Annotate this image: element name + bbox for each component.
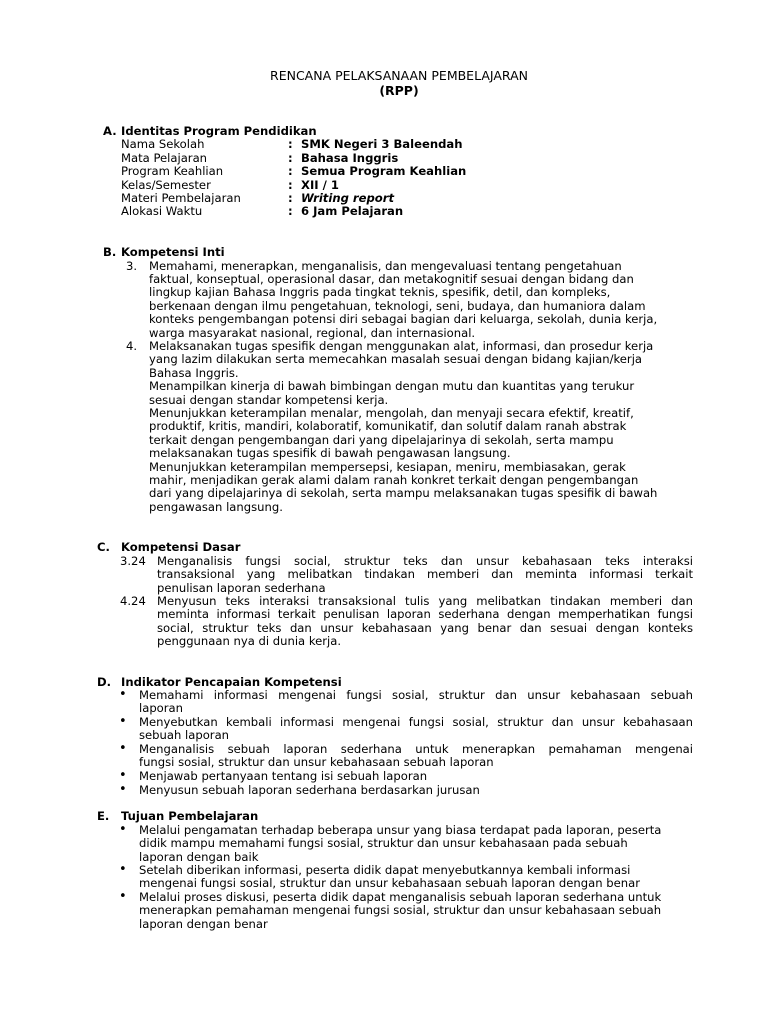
text-line: Menganalisis sebuah laporan sederhana untuk menerapkan pemahaman mengenai: [139, 743, 693, 756]
identity-label: Materi Pembelajaran: [121, 191, 241, 205]
core-competency-text: [149, 340, 689, 514]
bullet-icon: •: [119, 714, 127, 729]
text-line: social, struktur teks dan unsur kebahasaan yang benar dan sesuai dengan konteks: [157, 621, 693, 635]
text-line: Melalui pengamatan terhadap beberapa unsur yang biasa terdapat pada laporan, peserta: [139, 823, 662, 837]
section-a-letter: A.: [103, 124, 117, 138]
text-line: laporan dengan benar: [139, 916, 268, 931]
indicator-item: [139, 716, 693, 743]
indicator-item: [139, 784, 693, 797]
bullet-icon: •: [119, 687, 127, 702]
objective-item: [139, 891, 693, 931]
text-line: didik mampu memahami fungsi sosial, struktur dan unsur kebahasaan pada sebuah: [139, 836, 628, 851]
identity-colon: :: [288, 177, 293, 192]
core-competency-number: 3.: [126, 258, 138, 273]
bullet-icon: •: [119, 768, 127, 783]
text-line: yang lazim dilakukan serta memecahkan masalah sesuai dengan bidang kajian/kerja: [149, 352, 643, 367]
identity-value: Semua Program Keahlian: [301, 164, 467, 179]
text-line: terkait dengan pengembangan dari yang dipelajarinya di sekolah, serta mampu: [149, 432, 614, 447]
identity-value: Bahasa Inggris: [301, 150, 399, 165]
text-line: laporan: [139, 701, 183, 716]
bullet-icon: •: [119, 822, 127, 837]
text-line: Menyusun sebuah laporan sederhana berdasarkan jurusan: [139, 783, 480, 797]
identity-label: Kelas/Semester: [121, 177, 211, 192]
text-line: mahir, menjadikan gerak alami dalam ranah konkret terkait dengan pengembangan: [149, 473, 639, 488]
text-line: sesuai dengan standar kompetensi kerja.: [149, 392, 389, 407]
document-subtitle: (RPP): [379, 83, 419, 98]
basic-competency-number: 3.24: [120, 554, 146, 568]
bullet-icon: •: [119, 782, 127, 797]
text-line: Memahami, menerapkan, menganalisis, dan mengevaluasi tentang pengetahuan: [149, 258, 622, 273]
text-line: melaksanakan tugas spesifik di bawah pengawasan langsung.: [149, 446, 511, 461]
text-line: Melaksanakan tugas spesifik dengan menggunakan alat, informasi, dan prosedur kerja: [149, 339, 654, 353]
section-c-letter: C.: [97, 540, 110, 554]
identity-colon: :: [288, 137, 293, 152]
identity-value: SMK Negeri 3 Baleendah: [301, 137, 463, 152]
text-line: penulisan laporan sederhana: [157, 580, 326, 595]
section-d-heading: Indikator Pencapaian Kompetensi: [121, 675, 342, 689]
objective-item: [139, 824, 693, 864]
basic-competency-number: 4.24: [120, 594, 146, 608]
section-c-heading: Kompetensi Dasar: [121, 540, 241, 554]
bullet-icon: •: [119, 741, 127, 756]
text-line: Menganalisis fungsi social, struktur teks dan unsur kebahasaan teks interaksi: [157, 555, 693, 568]
basic-competency-text: [157, 555, 693, 595]
text-line: Memahami informasi mengenai fungsi sosial, struktur dan unsur kebahasaan sebuah: [139, 689, 693, 702]
identity-colon: :: [288, 204, 293, 219]
text-line: faktual, konseptual, operasional dasar, dan metakognitif sesuai dengan bidang dan: [149, 271, 634, 286]
text-line: meminta informasi terkait penulisan laporan sederhana dengan memperhatikan fungsi: [157, 608, 693, 622]
bullet-icon: •: [119, 862, 127, 877]
text-line: lingkup kajian Bahasa Inggris pada tingkat teknis, spesifik, detil, dan kompleks,: [149, 285, 611, 300]
identity-value: Writing report: [301, 191, 395, 205]
text-line: konteks pengembangan potensi diri sebagai bagian dari keluarga, sekolah, dunia kerja,: [149, 312, 658, 327]
text-line: warga masyarakat nasional, regional, dan internasional.: [149, 325, 476, 340]
section-b-letter: B.: [103, 245, 117, 259]
identity-label: Program Keahlian: [121, 164, 224, 179]
objective-item: [139, 864, 693, 891]
text-line: menerapkan pemahaman mengenai fungsi sosial, struktur dan unsur kebahasaan sebuah: [139, 903, 662, 918]
identity-value: XII / 1: [301, 177, 339, 192]
text-line: Menyebutkan kembali informasi mengenai fungsi sosial, struktur dan unsur kebahasaan: [139, 716, 693, 729]
text-line: berkenaan dengan ilmu pengetahuan, teknologi, seni, budaya, dan humaniora dalam: [149, 298, 646, 313]
text-line: sebuah laporan: [139, 728, 230, 743]
text-line: pengawasan langsung.: [149, 499, 283, 514]
core-competency-number: 4.: [126, 339, 138, 353]
core-competency-text: [149, 260, 689, 340]
text-line: fungsi sosial, struktur dan unsur kebahasaan sebuah laporan: [139, 755, 494, 770]
text-line: laporan dengan baik: [139, 849, 259, 864]
section-a-heading: Identitas Program Pendidikan: [121, 124, 317, 138]
text-line: Setelah diberikan informasi, peserta didik dapat menyebutkannya kembali informasi: [139, 863, 631, 877]
identity-label: Mata Pelajaran: [121, 150, 208, 165]
identity-colon: :: [288, 191, 293, 205]
document-title: RENCANA PELAKSANAAN PEMBELAJARAN: [270, 68, 528, 83]
indicator-item: [139, 689, 693, 716]
identity-label: Alokasi Waktu: [121, 204, 203, 219]
text-line: transaksional yang melibatkan tindakan memberi dan meminta informasi terkait: [157, 568, 693, 582]
text-line: Menyusun teks interaksi transaksional tulis yang melibatkan tindakan memberi dan: [157, 595, 693, 608]
text-line: Menunjukkan keterampilan menalar, mengolah, dan menyaji secara efektif, kreatif,: [149, 406, 634, 421]
identity-colon: :: [288, 164, 293, 179]
bullet-icon: •: [119, 889, 127, 904]
section-e-heading: Tujuan Pembelajaran: [121, 809, 259, 823]
section-e-letter: E.: [97, 809, 110, 823]
text-line: dari yang dipelajarinya di sekolah, serta mampu melaksanakan tugas spesifik di bawah: [149, 486, 658, 501]
section-b-heading: Kompetensi Inti: [121, 245, 225, 259]
identity-value: 6 Jam Pelajaran: [301, 204, 404, 219]
text-line: Bahasa Inggris.: [149, 365, 239, 380]
identity-colon: :: [288, 150, 293, 165]
text-line: Menunjukkan keterampilan mempersepsi, kesiapan, meniru, membiasakan, gerak: [149, 459, 626, 474]
text-line: produktif, kritis, mandiri, kolaboratif, komunikatif, dan solutif dalam ranah abstrak: [149, 419, 627, 434]
text-line: Melalui proses diskusi, peserta didik dapat menganalisis sebuah laporan sederhana untuk: [139, 890, 662, 904]
identity-label: Nama Sekolah: [121, 137, 205, 152]
text-line: mengenai fungsi sosial, struktur dan unsur kebahasaan sebuah laporan dengan benar: [139, 876, 640, 891]
section-d-letter: D.: [97, 675, 112, 689]
indicator-item: [139, 743, 693, 770]
indicator-item: [139, 770, 693, 783]
basic-competency-text: [157, 595, 693, 649]
text-line: Menampilkan kinerja di bawah bimbingan dengan mutu dan kuantitas yang terukur: [149, 379, 635, 394]
text-line: Menjawab pertanyaan tentang isi sebuah laporan: [139, 769, 428, 783]
text-line: penggunaan nya di dunia kerja.: [157, 634, 342, 649]
